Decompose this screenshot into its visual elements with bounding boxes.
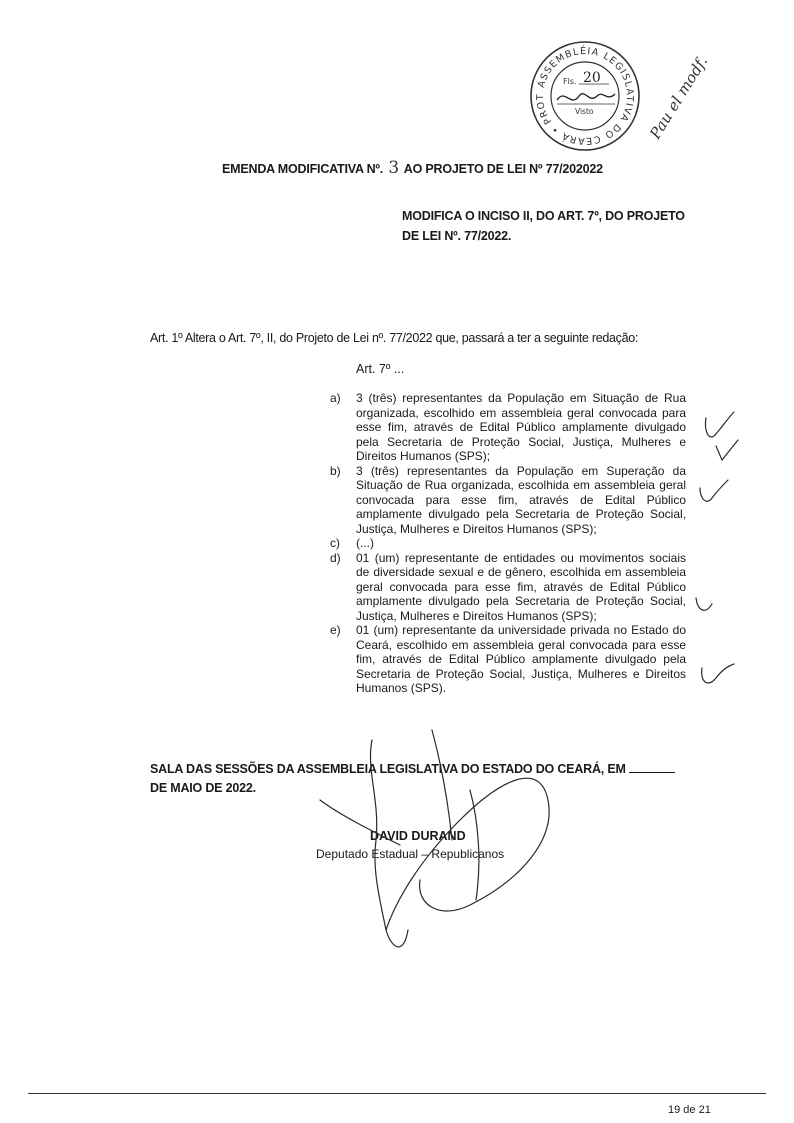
- item-text: 3 (três) representantes da População em Superação da Situação de Rua organizada, escolhida em assembleia geral convocada para esse fim, através de Edital Público amplamente divulgado pela Secretaria de Proteção Social, Justiça, Mulheres e Direitos Humanos (SPS);: [356, 463, 686, 536]
- margin-note-text: Pau el modf.: [650, 52, 712, 143]
- signatory-name: DAVID DURAND: [370, 829, 466, 843]
- item-text: 3 (três) representantes da População em Situação de Rua organizada, escolhido em assembleia geral convocada para esse fim, através de Edital Público amplamente divulgado pela Secretaria de Proteção Social, Justiça, Mulheres e Direitos Humanos (SPS);: [356, 391, 686, 463]
- check-mark: [700, 480, 728, 501]
- title-number: 3: [388, 158, 399, 178]
- check-mark: [716, 440, 738, 460]
- list-item: [330, 391, 686, 464]
- item-letter: b): [330, 463, 341, 478]
- stamp-fls-label: Fls.: [563, 77, 577, 86]
- signatory-role: Deputado Estadual – Republicanos: [316, 847, 505, 861]
- ementa-line-2: DE LEI Nº. 77/2022.: [402, 229, 512, 243]
- list-item: [330, 623, 686, 696]
- check-mark: [702, 664, 734, 683]
- item-text: 01 (um) representante de entidades ou movimentos sociais de diversidade sexual e de gênero, escolhida em assembleia geral convocada para esse fim, através de Edital Público amplamente divulgado pela Secretaria de Proteção Social, Justiça, Mulheres e Direitos Humanos (SPS);: [356, 550, 686, 623]
- closing-line-1: SALA DAS SESSÕES DA ASSEMBLEIA LEGISLATIVA DO ESTADO DO CEARÁ, EM: [150, 762, 626, 776]
- check-mark: [696, 598, 712, 610]
- list-item: [330, 551, 686, 624]
- stamp-visto-label: Visto: [575, 107, 594, 116]
- item-text: (...): [356, 536, 374, 550]
- title-suffix: AO PROJETO DE LEI Nº 77/202022: [403, 162, 603, 176]
- stamp-ring-text: ASSEMBLÉIA LEGISLATIVA DO CEARÁ • PROT: [534, 45, 636, 147]
- item-letter: d): [330, 550, 341, 565]
- ementa: [402, 206, 702, 246]
- date-blank: [629, 762, 675, 773]
- document-title: [222, 158, 603, 178]
- list-item: [330, 464, 686, 537]
- page-number: 19 de 21: [668, 1104, 711, 1116]
- article-1: Art. 1º Altera o Art. 7º, II, do Projeto de Lei nº. 77/2022 que, passará a ter a seguinte redação:: [150, 331, 639, 345]
- protocol-stamp: [527, 38, 643, 154]
- ementa-line-1: MODIFICA O INCISO II, DO ART. 7º, DO PROJETO: [402, 209, 685, 223]
- item-letter: a): [330, 391, 341, 405]
- list-item: [330, 536, 686, 551]
- closing-statement: [150, 760, 690, 798]
- title-prefix: EMENDA MODIFICATIVA Nº.: [222, 162, 384, 176]
- footer-rule: [28, 1093, 766, 1094]
- stamp-fls-value: 20: [583, 70, 601, 86]
- closing-line-2: DE MAIO DE 2022.: [150, 781, 256, 795]
- margin-note: [650, 44, 770, 154]
- item-text: 01 (um) representante da universidade privada no Estado do Ceará, escolhido em assembleia geral convocada para esse fim, através de Edital Público amplamente divulgado pela Secretaria de Proteção Social, Justiça, Mulheres e Direitos Humanos (SPS).: [356, 623, 686, 695]
- article-7-heading: Art. 7º ...: [356, 362, 405, 376]
- check-mark: [705, 412, 734, 437]
- item-letter: c): [330, 536, 340, 550]
- item-letter: e): [330, 623, 341, 637]
- items-list: [330, 391, 686, 696]
